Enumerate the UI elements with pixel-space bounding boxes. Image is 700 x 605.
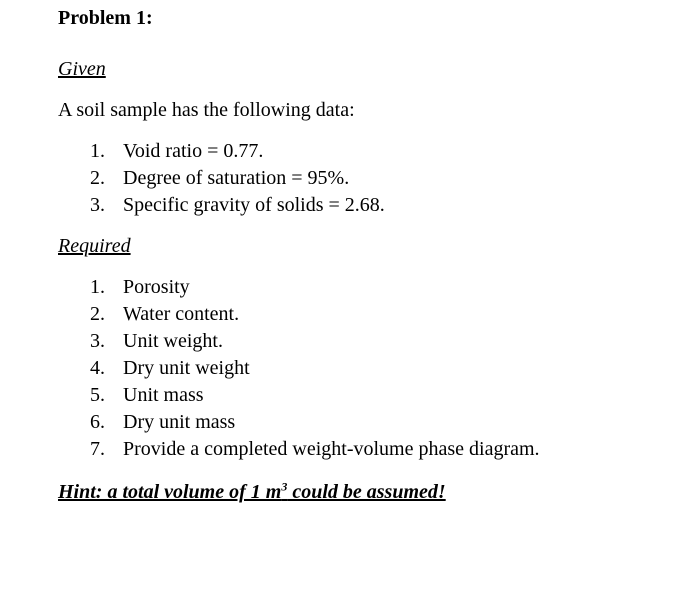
item-number: 3. bbox=[90, 330, 105, 352]
item-text: Degree of saturation = 95%. bbox=[123, 167, 350, 189]
item-number: 1. bbox=[90, 140, 105, 162]
item-number: 3. bbox=[90, 194, 105, 216]
list-item bbox=[90, 410, 235, 434]
hint-before: Hint: a total volume of 1 m bbox=[58, 481, 282, 503]
list-item bbox=[90, 166, 349, 190]
item-text: Dry unit mass bbox=[123, 411, 236, 433]
item-text: Specific gravity of solids = 2.68. bbox=[123, 194, 385, 216]
item-number: 1. bbox=[90, 276, 105, 298]
item-number: 2. bbox=[90, 167, 105, 189]
hint-after: could be assumed! bbox=[287, 481, 446, 503]
item-number: 7. bbox=[90, 438, 105, 460]
item-text: Dry unit weight bbox=[123, 357, 250, 379]
list-item bbox=[90, 356, 250, 380]
required-heading: Required bbox=[58, 235, 131, 257]
item-text: Water content. bbox=[123, 303, 240, 325]
intro-text: A soil sample has the following data: bbox=[58, 99, 355, 121]
list-item bbox=[90, 437, 540, 461]
given-heading: Given bbox=[58, 58, 106, 80]
item-text: Unit weight. bbox=[123, 330, 223, 352]
item-text: Void ratio = 0.77. bbox=[123, 140, 264, 162]
list-item bbox=[90, 383, 204, 407]
item-text: Unit mass bbox=[123, 384, 204, 406]
item-number: 5. bbox=[90, 384, 105, 406]
problem-title: Problem 1: bbox=[58, 7, 153, 29]
list-item bbox=[90, 139, 263, 163]
item-number: 4. bbox=[90, 357, 105, 379]
hint-text bbox=[58, 480, 446, 504]
list-item bbox=[90, 329, 223, 353]
list-item bbox=[90, 275, 190, 299]
list-item bbox=[90, 302, 239, 326]
item-text: Provide a completed weight-volume phase diagram. bbox=[123, 438, 540, 460]
item-text: Porosity bbox=[123, 276, 190, 298]
item-number: 6. bbox=[90, 411, 105, 433]
list-item bbox=[90, 193, 385, 217]
hint-superscript: 3 bbox=[281, 479, 288, 494]
item-number: 2. bbox=[90, 303, 105, 325]
